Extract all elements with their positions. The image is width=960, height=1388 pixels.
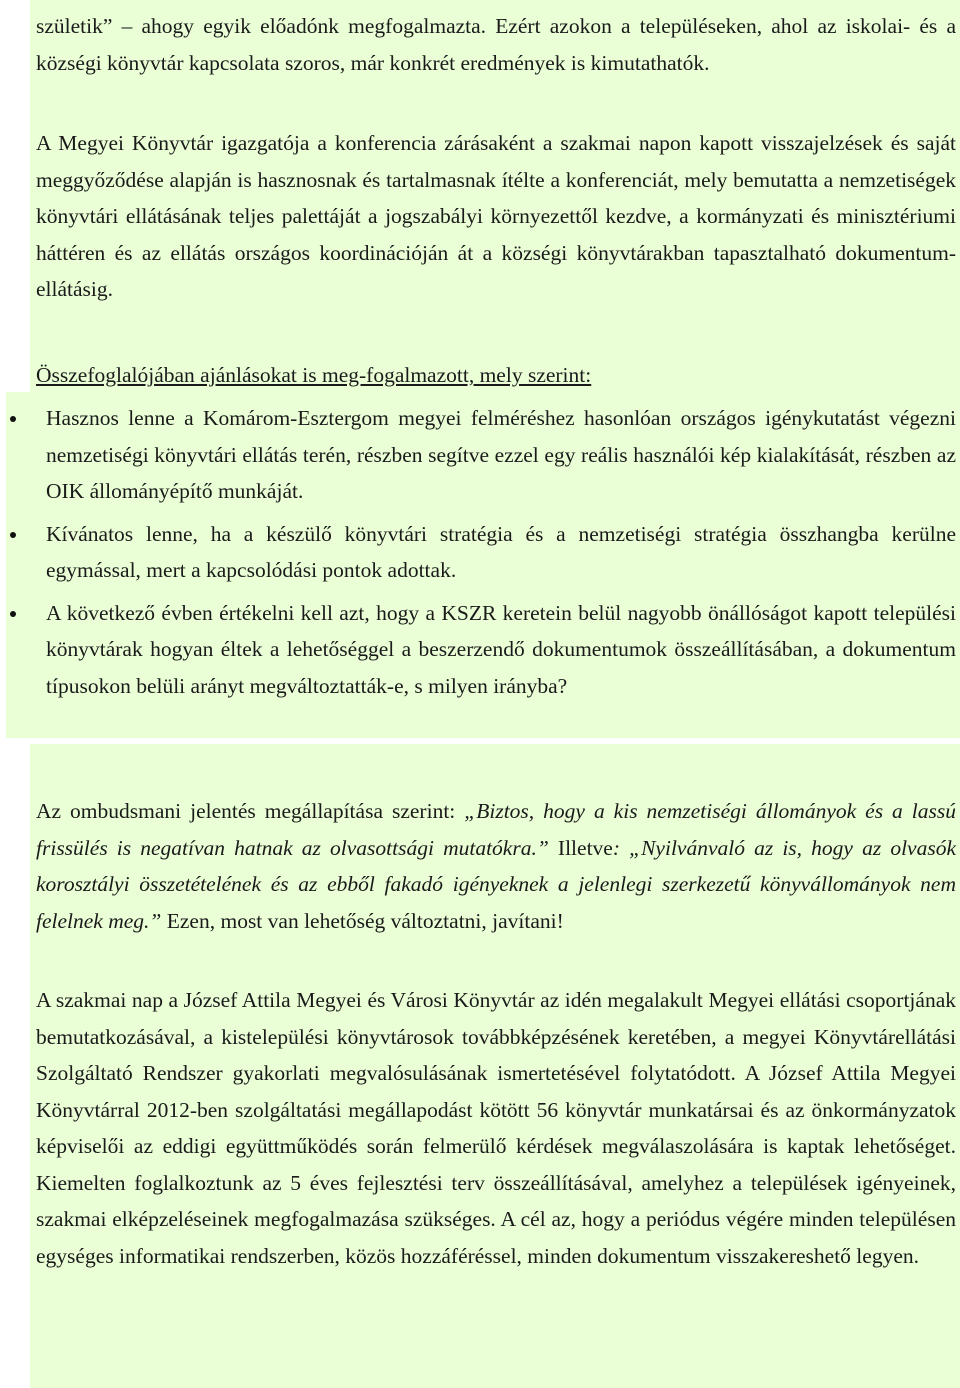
- bullet-icon: [10, 532, 16, 538]
- bullet-icon: [10, 416, 16, 422]
- list-item: Hasznos lenne a Komárom-Esztergom megyei felméréshez hasonlóan országos igénykutatást végezni nemzetiségi könyvtári ellátás terén, részben segítve ezzel egy reális használói kép kialakítását, részben az OIK állományépítő munkáját.: [0, 400, 956, 510]
- summary-heading: [36, 357, 956, 394]
- summary-heading-text: Összefoglalójában ajánlásokat is meg-fogalmazott, mely szerint:: [36, 363, 592, 387]
- director-paragraph: A Megyei Könyvtár igazgatója a konferencia zárásaként a szakmai napon kapott visszajelzések és saját meggyőződése alapján is hasznosnak és tartalmasnak ítélte a konferenciát, mely bemutatta a nemzetiségek könyvtári ellátásának teljes palettáját a jogszabályi környezettől kezdve, a kormányzati és minisztériumi háttéren és az ellátás országos koordinációján át a községi könyvtárakban tapasztalható dokumentum-ellátásig.: [36, 131, 956, 301]
- intro-paragraph: születik” – ahogy egyik előadónk megfogalmazta. Ezért azokon a településeken, ahol az iskolai- és a községi könyvtár kapcsolata szoros, már konkrét eredmények is kimutathatók.: [36, 14, 956, 75]
- closing-paragraph: A szakmai nap a József Attila Megyei és Városi Könyvtár az idén megalakult Megyei ellátási csoportjának bemutatkozásával, a kistelepülési könyvtárosok továbbképzésének keretében, a megyei Könyvtárellátási Szolgáltató Rendszer gyakorlati megvalósulásának ismertetésével folytatódott. A József Attila Megyei Könyvtárral 2012-ben szolgáltatási megállapodást kötött 56 könyvtár munkatársai és az önkormányzatok képviselői az eddigi együttműködés során felmerülő kérdések megválaszolására is kaptak lehetőséget. Kiemelten foglalkoztunk az 5 éves fejlesztési terv összeállításával, amelyhez a települések igényeinek, szakmai elképzeléseinek megfogalmazása szükséges. A cél az, hogy a periódus végére minden településen egységes informatikai rendszerben, közös hozzáféréssel, minden dokumentum visszakereshető legyen.: [36, 988, 956, 1268]
- ombudsman-paragraph: Az ombudsmani jelentés megállapítása szerint: „Biztos, hogy a kis nemzetiségi állományok és a lassú frissülés is negatívan hatnak az olvasottsági mutatókra.” Illetve: „Nyilvánvaló az is, hogy az olvasók korosztályi összetételének és az ebből fakadó igényeknek a jelenlegi szerkezetű könyvállományok nem felelnek meg.” Ezen, most van lehetőség változtatni, javítani!: [36, 799, 957, 933]
- ombudsman-quote-2: „Nyilvánvaló az is, hogy az olvasók korosztályi összetételének és az ebből fakadó igényeknek a jelenlegi szerkezetű könyvállományok nem felelnek meg.”: [36, 835, 956, 933]
- bullet-icon: [10, 611, 16, 617]
- list-item: A következő évben értékelni kell azt, hogy a KSZR keretein belül nagyobb önállóságot kapott települési könyvtárak hogyan éltek a lehetőséggel a beszerzendő dokumentumok összeállításában, a dokumentum típusokon belüli arányt megváltoztatták-e, s milyen irányba?: [0, 595, 956, 705]
- ombudsman-quote-1: „Biztos, hogy a kis nemzetiségi állományok és a lassú frissülés is negatívan hatnak az olvasottsági mutatókra.”: [36, 799, 957, 860]
- recommendation-list: [0, 400, 960, 710]
- list-item: Kívánatos lenne, ha a készülő könyvtári stratégia és a nemzetiségi stratégia összhangba kerülne egymással, mert a kapcsolódási pontok adottak.: [0, 516, 956, 589]
